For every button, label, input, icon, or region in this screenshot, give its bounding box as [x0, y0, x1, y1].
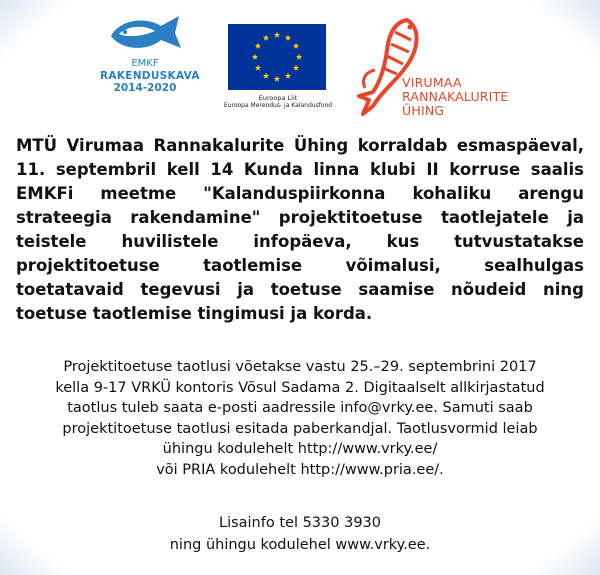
announcement-main-text: MTÜ Virumaa Rannakalurite Ühing korraldab esmaspäeval, 11. septembril kell 14 Kunda linna klubi II korruse saalis EMKFi meetme "Kalanduspiirkonna kohaliku arengu strateegia rakendamine" projektitoetuse taotlejatele ja teistele huvilistele infopäeva, kus tutvustatakse projektitoetuse taotlemise võimalusi, sealhulgas toetatavaid tegevusi ja toetuse saamise nõudeid ning toetuse taotlemise tingimusi ja korda.	[16, 136, 584, 323]
eu-star-icon	[263, 73, 269, 79]
info-line: projektitoetuse taotlusi esitada paberkandjal. Taotlusvormid leiab	[62, 420, 538, 437]
eu-star-icon	[296, 54, 302, 60]
eu-star-icon	[293, 43, 299, 49]
info-line: Projektitoetuse taotlusi võetakse vastu 25.–29. septembrini 2017	[63, 359, 537, 375]
contact-phone: Lisainfo tel 5330 3930	[218, 515, 381, 531]
logo-header	[0, 0, 600, 130]
fish-icon	[105, 14, 185, 52]
info-line: ühingu kodulehelt http://www.vrky.ee/	[162, 441, 438, 457]
info-line: või PRIA kodulehelt http://www.pria.ee/.	[156, 461, 444, 478]
info-line: kella 9-17 VRKÜ kontoris Võsul Sadama 2. Digitaalselt allkirjastatud	[55, 379, 545, 396]
eu-star-icon	[274, 32, 280, 38]
info-line: taotlus tuleb saata e-posti aadressile info@vrky.ee. Samuti saab	[67, 400, 533, 416]
eu-star-icon	[252, 54, 258, 60]
emkf-line1: EMKF	[131, 58, 159, 69]
emkf-logo	[100, 14, 200, 124]
eu-caption-2: Euroopa Merendus- ja Kalandusfond	[223, 102, 333, 109]
eu-star-icon	[255, 43, 261, 49]
virumaa-name	[402, 76, 509, 118]
eu-star-icon	[293, 65, 299, 71]
eu-star-icon	[274, 76, 280, 82]
virumaa-line1: VIRUMAA	[402, 75, 462, 90]
contact-website: ning ühingu kodulehel www.vrky.ee.	[169, 537, 431, 553]
virumaa-line3: ÜHING	[402, 103, 445, 118]
virumaa-line2: RANNAKALURITE	[402, 89, 509, 104]
eu-star-icon	[263, 35, 269, 41]
emkf-line2: RAKENDUSKAVA	[100, 69, 200, 82]
eu-star-icon	[285, 73, 291, 79]
eu-caption-1: Euroopa Liit	[258, 94, 298, 102]
eu-star-icon	[285, 35, 291, 41]
eu-star-icon	[255, 65, 261, 71]
eu-logo	[223, 24, 333, 119]
virumaa-logo	[355, 10, 535, 120]
announcement-info	[14, 357, 586, 480]
emkf-line3: 2014-2020	[113, 81, 177, 94]
eu-flag-icon	[228, 24, 326, 90]
contact-info	[14, 512, 586, 556]
